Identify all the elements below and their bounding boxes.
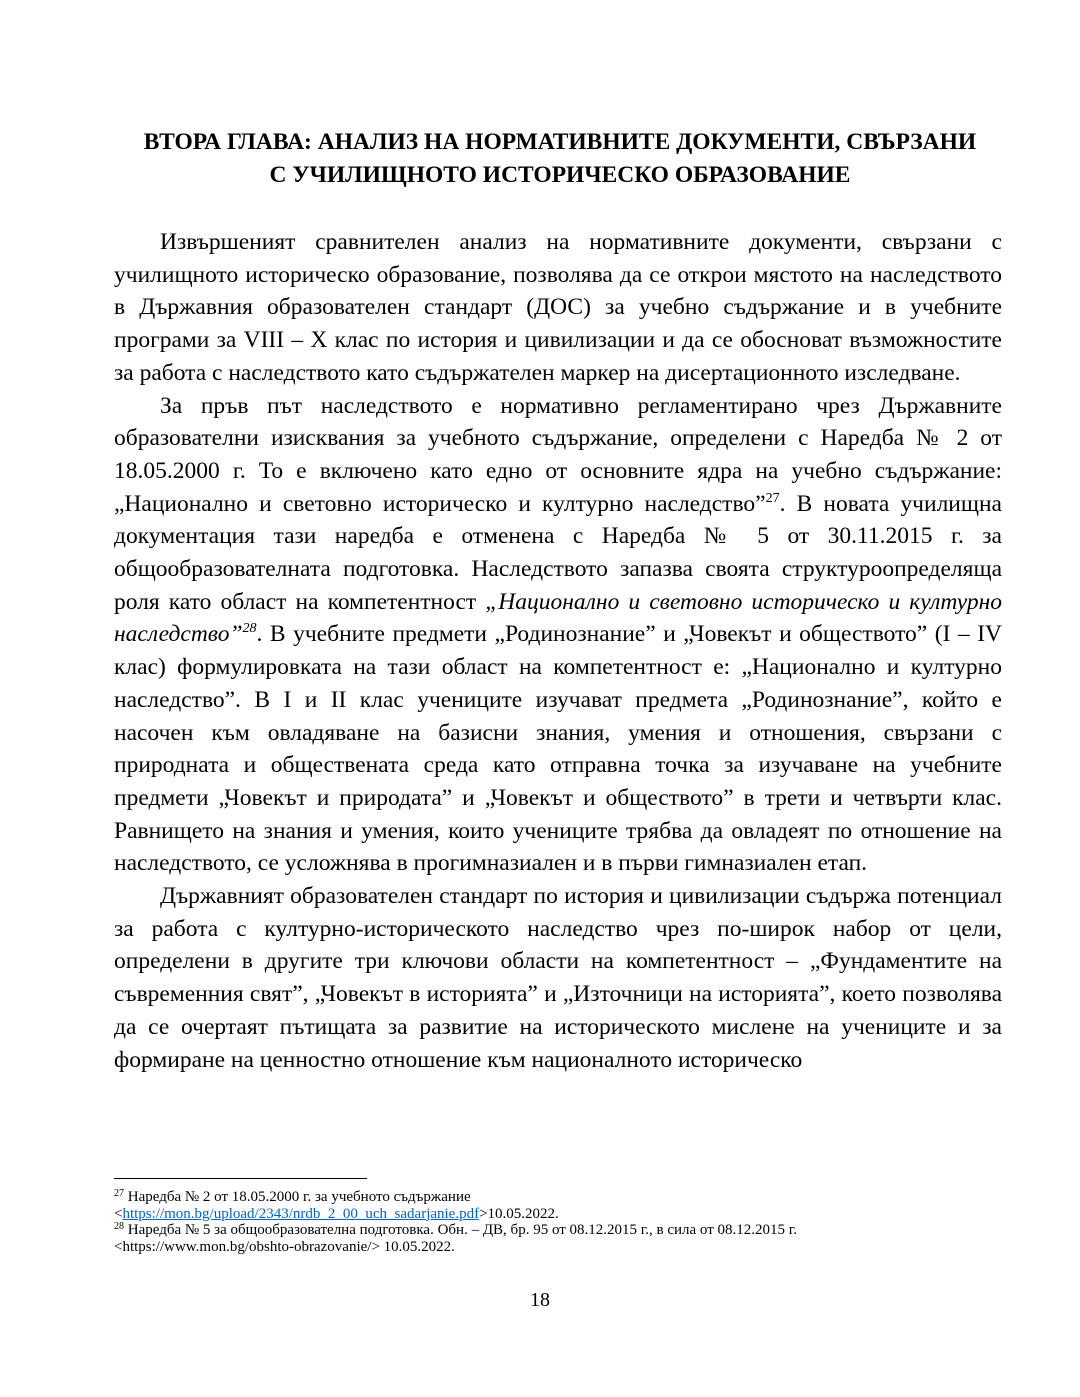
page-number: 18 <box>530 1289 550 1311</box>
footnotes <box>114 1189 1002 1255</box>
paragraph-2-part-2: . В новата училищна документация тази наредба е отменена с Наредба № 5 от 30.11.2015 г. за общообразователната подготовка. Наследството запазва своята структуроопределяща роля като област на компетентност <box>114 490 1002 615</box>
footnote-28 <box>114 1222 1002 1255</box>
footnote-27-number: 27 <box>114 1188 124 1199</box>
chapter-heading <box>100 126 1020 192</box>
chapter-heading-line-1: ВТОРА ГЛАВА: АНАЛИЗ НА НОРМАТИВНИТЕ ДОКУМЕНТИ, СВЪРЗАНИ <box>143 129 977 155</box>
footnote-ref-27[interactable]: 27 <box>765 490 780 506</box>
footnote-27-link[interactable]: https://mon.bg/upload/2343/nrdb_2_00_uch_sadarjanie.pdf <box>122 1205 480 1222</box>
body-text <box>114 226 1002 1076</box>
italic-quote-text: „Национално и световно историческо и културно наследство” <box>114 588 1002 648</box>
paragraph-1: Извършеният сравнителен анализ на нормативните документи, свързани с училищното историческо образование, позволява да се открои мястото на наследството в Държавния образователен стандарт (ДОС) за учебно съдържание и в учебните програми за VIII – X клас по история и цивилизации и да се обосноват възможностите за работа с наследството като съдържателен маркер на дисертационното изследване. <box>114 229 1002 386</box>
footnote-27-text: Наредба № 2 от 18.05.2000 г. за учебното съдържание <box>124 1189 471 1205</box>
footnote-separator <box>114 1178 367 1179</box>
footnote-28-text: Наредба № 5 за общообразователна подготовка. Обн. – ДВ, бр. 95 от 08.12.2015 г., в сила от 08.12.2015 г. <box>124 1222 797 1238</box>
footnote-ref-28[interactable]: 28 <box>242 621 257 637</box>
footnote-28-number: 28 <box>114 1221 124 1232</box>
footnote-28-url: <https://www.mon.bg/obshto-obrazovanie/> 10.05.2022. <box>114 1238 455 1255</box>
footnote-27-link-open: < <box>114 1205 123 1222</box>
footnote-27-link-close: >10.05.2022. <box>479 1205 559 1222</box>
paragraph-3: Държавният образователен стандарт по история и цивилизации съдържа потенциал за работа с културно-историческото наследство чрез по-широк набор от цели, определени в другите три ключови области на компетентност – „Фундаментите на съвременния свят”, „Човекът в историята” и „Източници на историята”, което позволява да се очертаят пътищата за развитие на историческото мислене на учениците и за формиране на ценностно отношение към националното историческо <box>114 883 1002 1073</box>
paragraph-2-part-3: . В учебните предмети „Родинознание” и „Човекът и обществото” (I – IV клас) формулировката на тази област на компетентност е: „Национално и културно наследство”. В I и II клас учениците изучават предмета „Родинознание”, който е насочен към овладяване на базисни знания, умения и отношения, свързани с природната и обществената среда като отправна точка за изучаване на учебните предмети „Човекът и природата” и „Човекът и обществото” в трети и четвърти клас. Равнището на знания и умения, които учениците трябва да овладеят по отношение на наследството, се усложнява в прогимназиален и в първи гимназиален етап. <box>114 621 1002 877</box>
paragraph-2-part-1: За пръв път наследството е нормативно регламентирано чрез Държавните образователни изисквания за учебното съдържание, определени с Наредба № 2 от 18.05.2000 г. То е включено като едно от основните ядра на учебно съдържание: „Национално и световно историческо и културно наследство” <box>114 392 1002 517</box>
footnote-27 <box>114 1189 1002 1222</box>
paragraph-2 <box>114 390 1002 881</box>
chapter-heading-line-2: С УЧИЛИЩНОТО ИСТОРИЧЕСКО ОБРАЗОВАНИЕ <box>269 162 851 188</box>
